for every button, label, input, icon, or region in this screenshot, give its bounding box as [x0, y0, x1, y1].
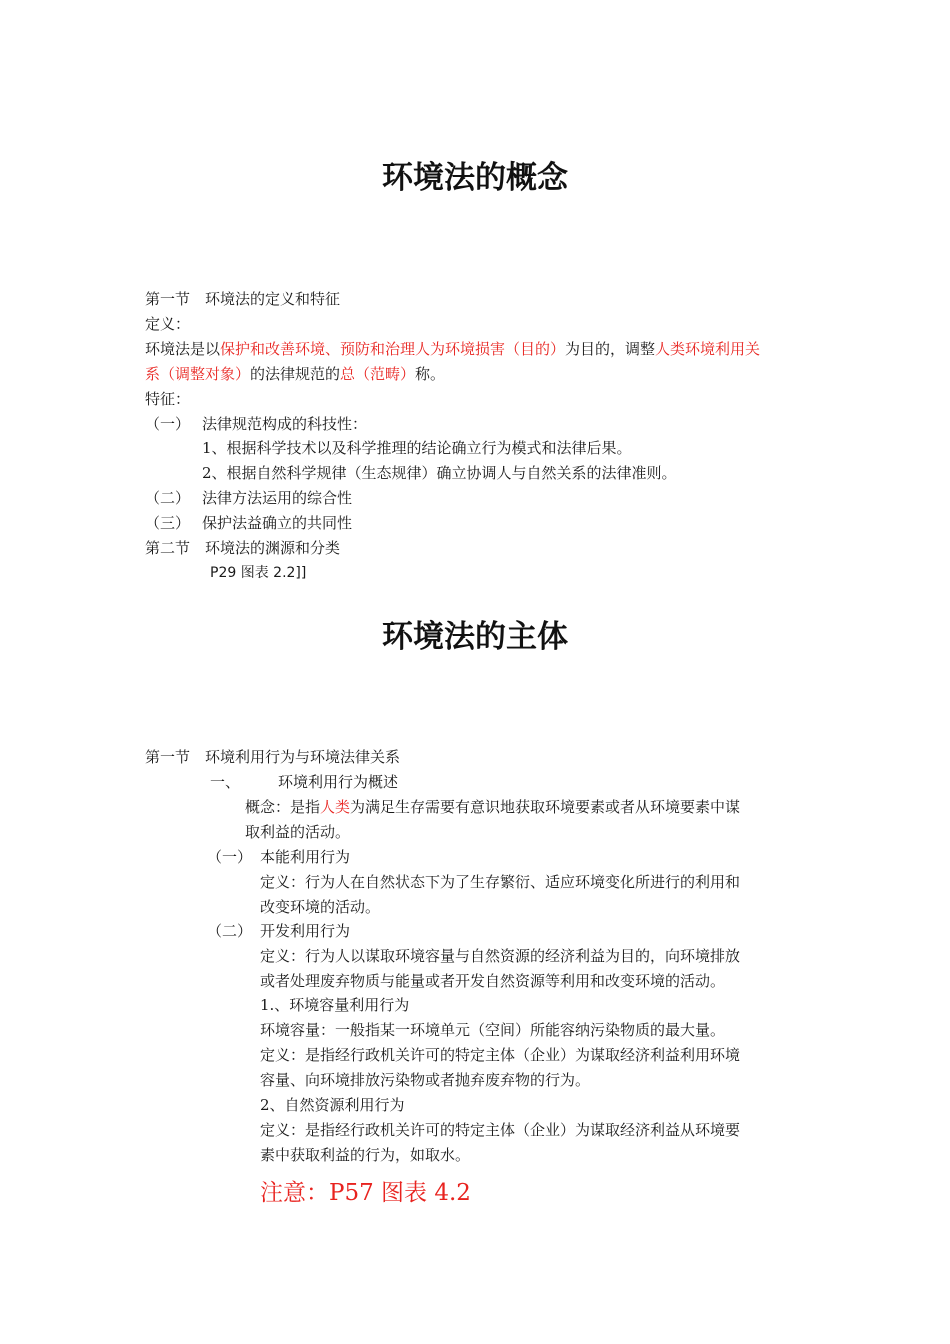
capacity-def-1: 定义：是指经行政机关许可的特定主体（企业）为谋取经济利益利用环境: [260, 1046, 741, 1064]
definition-purpose: 保护和改善环境、预防和治理人为环境损害（目的）: [220, 340, 566, 358]
page-title-concept: 环境法的概念: [382, 160, 568, 196]
sub-1: 本能利用行为: [260, 848, 351, 866]
concept-subject: 人类: [320, 798, 351, 816]
resource-def-2: 素中获取利益的行为，如取水。: [260, 1146, 471, 1164]
sub-2-mark: （二）: [207, 922, 253, 940]
sub-2-def-2: 或者处理废弃物质与能量或者开发自然资源等利用和改变环境的活动。: [260, 972, 726, 990]
definition-object: 系（调整对象）: [145, 365, 251, 383]
resource-def-1: 定义：是指经行政机关许可的特定主体（企业）为谋取经济利益从环境要: [260, 1121, 741, 1139]
definition-text: 环境法是以: [145, 340, 221, 358]
capacity-heading: 1.、环境容量利用行为: [260, 996, 410, 1014]
concept-line-2: 取利益的活动。: [245, 823, 351, 841]
capacity-def-2: 容量、向环境排放污染物或者抛弃废弃物的行为。: [260, 1071, 591, 1089]
item-1-mark: 一、: [210, 773, 241, 791]
definition-scope: 总（范畴）: [340, 365, 416, 383]
concept-text: 概念：是指: [245, 798, 321, 816]
definition-line-2: [145, 364, 445, 384]
feature-1: 法律规范构成的科技性：: [202, 415, 368, 433]
definition-text: 的法律规范的: [250, 365, 341, 383]
concept-line-1: [245, 797, 740, 817]
sub-1-def-1: 定义：行为人在自然状态下为了生存繁衍、适应环境变化所进行的利用和: [260, 873, 741, 891]
concept-text: 为满足生存需要有意识地获取环境要素或者从环境要素中谋: [350, 798, 741, 816]
section-heading-1: 第一节 环境法的定义和特征: [145, 290, 341, 308]
features-label: 特征：: [145, 390, 191, 408]
definition-label: 定义：: [145, 315, 191, 333]
feature-1-2: 2、根据自然科学规律（生态规律）确立协调人与自然关系的法律准则。: [202, 464, 677, 482]
feature-3: 保护法益确立的共同性: [202, 514, 353, 532]
feature-2-mark: （二）: [145, 489, 191, 507]
part2-section-heading: 第一节 环境利用行为与环境法律关系: [145, 748, 401, 766]
sub-2-def-1: 定义：行为人以谋取环境容量与自然资源的经济利益为目的，向环境排放: [260, 947, 741, 965]
definition-object: 人类环境利用关: [655, 340, 761, 358]
note-chart-4-2: 注意：P57 图表 4.2: [260, 1180, 471, 1206]
definition-line-1: [145, 339, 760, 359]
item-1: 环境利用行为概述: [278, 773, 399, 791]
sub-1-mark: （一）: [207, 848, 253, 866]
reference-chart-2-2: P29 图表 2.2]]: [210, 565, 307, 581]
feature-3-mark: （三）: [145, 514, 191, 532]
section-heading-2: 第二节 环境法的渊源和分类: [145, 539, 341, 557]
definition-text: 为目的，调整: [565, 340, 656, 358]
capacity-concept: 环境容量：一般指某一环境单元（空间）所能容纳污染物质的最大量。: [260, 1021, 726, 1039]
feature-1-mark: （一）: [145, 415, 191, 433]
sub-2: 开发利用行为: [260, 922, 351, 940]
feature-1-1: 1、根据科学技术以及科学推理的结论确立行为模式和法律后果。: [202, 439, 632, 457]
feature-2: 法律方法运用的综合性: [202, 489, 353, 507]
resource-heading: 2、自然资源利用行为: [260, 1096, 405, 1114]
sub-1-def-2: 改变环境的活动。: [260, 898, 381, 916]
definition-text: 称。: [415, 365, 446, 383]
page-title-subject: 环境法的主体: [382, 619, 568, 655]
